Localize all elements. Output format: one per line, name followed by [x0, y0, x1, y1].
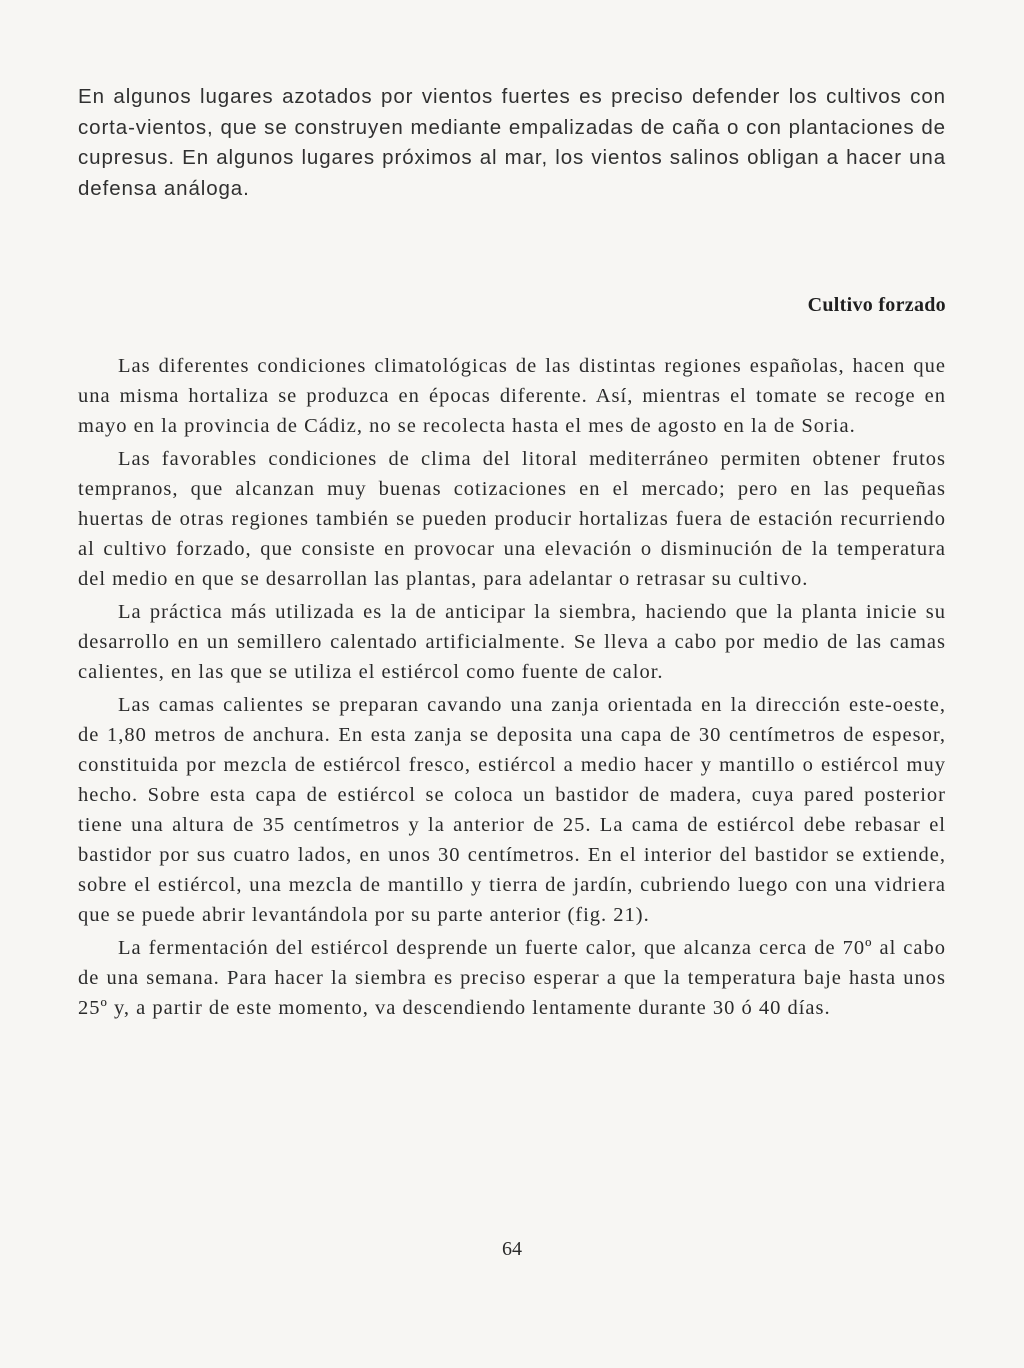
paragraph-1: Las diferentes condiciones climatológicas de las distintas regiones españolas, hacen que una misma hortaliza se produzca en épocas diferente. Así, mientras el tomate se recoge en mayo en la provincia de Cádiz, no se recolecta hasta el mes de agosto en la de Soria. — [78, 355, 946, 437]
paragraph-3: La práctica más utilizada es la de anticipar la siembra, haciendo que la planta inicie su desarrollo en un semillero calentado artificialmente. Se lleva a cabo por medio de las camas calientes, en las que se utiliza el estiércol como fuente de calor. — [78, 601, 946, 683]
page-number: 64 — [502, 1238, 522, 1260]
intro-paragraph: En algunos lugares azotados por vientos fuertes es preciso defender los cultivos con corta-vientos, que se construyen mediante empalizadas de caña o con plantaciones de cupresus. En algunos lugares próximos al mar, los vientos salinos obligan a hacer una defensa análoga. — [78, 85, 946, 200]
paragraph-5: La fermentación del estiércol desprende un fuerte calor, que alcanza cerca de 70º al cabo de una semana. Para hacer la siembra es preciso esperar a que la temperatura baje hasta unos 25º y, a partir de este momento, va descendiendo lentamente durante 30 ó 40 días. — [78, 937, 946, 1019]
paragraph-2: Las favorables condiciones de clima del litoral mediterráneo permiten obtener frutos tempranos, que alcanzan muy buenas cotizaciones en el mercado; pero en las pequeñas huertas de otras regiones también se pueden producir hortalizas fuera de estación recurriendo al cultivo forzado, que consiste en provocar una elevación o disminución de la temperatura del medio en que se desarrollan las plantas, para adelantar o retrasar su cultivo. — [78, 448, 946, 590]
paragraph-4: Las camas calientes se preparan cavando una zanja orientada en la dirección este-oeste, de 1,80 metros de anchura. En esta zanja se deposita una capa de 30 centímetros de espesor, constituida por mezcla de estiércol fresco, estiércol a medio hacer y mantillo o estiércol muy hecho. Sobre esta capa de estiércol se coloca un bastidor de madera, cuya pared posterior tiene una altura de 35 centímetros y la anterior de 25. La cama de estiércol debe rebasar el bastidor por sus cuatro lados, en unos 30 centímetros. En el interior del bastidor se extiende, sobre el estiércol, una mezcla de mantillo y tierra de jardín, cubriendo luego con una vidriera que se puede abrir levantándola por su parte anterior (fig. 21). — [78, 694, 946, 926]
section-title: Cultivo forzado — [807, 294, 946, 316]
page-body — [78, 82, 946, 1023]
